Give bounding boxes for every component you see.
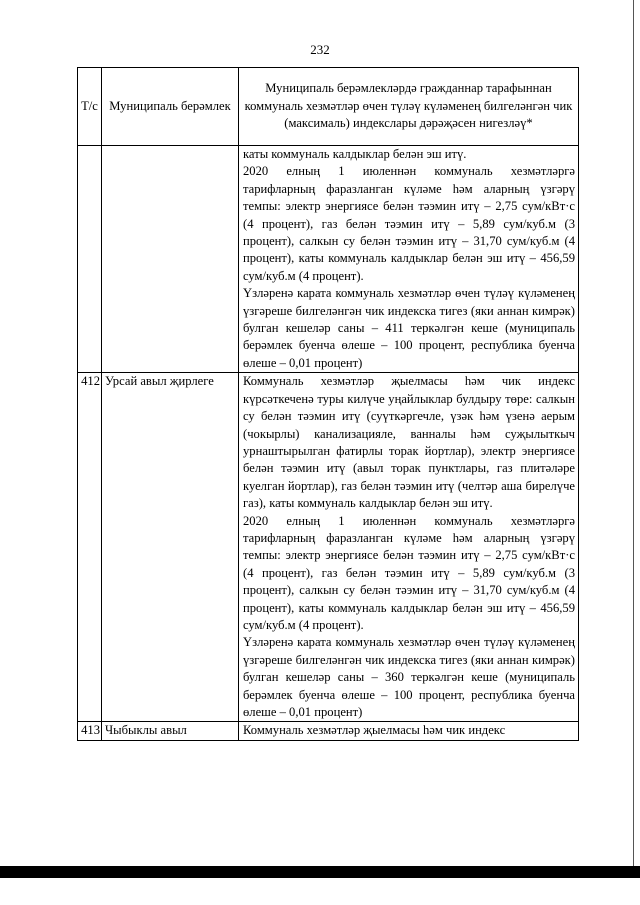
row-description (239, 373, 579, 722)
header-description: Муниципаль берәмлекләрдә гражданнар тарафыннан коммуналь хезмәтләр өчен түләү күләменең билгеләнгән чик (максималь) индекслары дәрәҗәсен нигезләү* (239, 68, 579, 146)
scan-edge-line (633, 0, 634, 866)
header-number: Т/с (78, 68, 102, 146)
scan-bottom-bar (0, 866, 640, 878)
paragraph: 2020 елның 1 июленнән коммуналь хезмәтләргә тарифларның фаразланган күләме һәм аларның үзгәрү темпы: электр энергиясе белән тәэмин итү – 2,75 сум/кВт·с (4 процент), газ белән тәэмин итү – 5,89 сум/куб.м (3 процент), салкын су белән тәэмин итү – 31,70 сум/куб.м (4 процент), каты коммуналь калдыклар белән эш итү – 456,59 сум/куб.м (4 процент). (243, 164, 575, 283)
header-municipality: Муниципаль берәмлек (102, 68, 239, 146)
row-municipality: Чыбыклы авыл (102, 722, 239, 740)
row-number: 413 (78, 722, 102, 740)
row-municipality: Урсай авыл җирлеге (102, 373, 239, 722)
paragraph: Коммуналь хезмәтләр җыелмасы һәм чик индекс күрсәткеченә туры килүче уңайлыклар булдыру төре: салкын су белән тәэмин итү (суүткәргечле, үзәк һәм үзенә аерым (чокырлы) канализацияле, ванналы һәм суҗылыткыч урнаштырылган фатирлы торак йортлар), электр энергиясе белән тәэмин итү (авыл торак пунктлары, газ плитәләре куелган йортлар), газ белән тәэмин итү (челтәр аша бирелүче газ), каты коммуналь калдыклар белән эш итү. (243, 374, 575, 511)
row-description (239, 146, 579, 373)
table-row (78, 722, 579, 740)
table-row (78, 373, 579, 722)
paragraph: 2020 елның 1 июленнән коммуналь хезмәтләргә тарифларның фаразланган күләме һәм аларның үзгәрү темпы: электр энергиясе белән тәэмин итү – 2,75 сум/кВт·с (4 процент), газ белән тәэмин итү – 5,89 сум/куб.м (3 процент), салкын су белән тәэмин итү – 31,70 сум/куб.м (4 процент), каты коммуналь калдыклар белән эш итү – 456,59 сум/куб.м (4 процент). (243, 513, 575, 632)
row-municipality (102, 146, 239, 373)
row-description (239, 722, 579, 740)
row-number: 412 (78, 373, 102, 722)
row-number (78, 146, 102, 373)
paragraph: Үзләренә карата коммуналь хезмәтләр өчен түләү күләменең үзгәреше билгеләнгән чик индекска тигез (яки аннан кимрәк) булган кешеләр саны – 411 теркәлгән кеше (муниципаль берәмлек буенча өлеше – 100 процент, республика буенча өлеше – 0,01 процент) (243, 286, 575, 370)
paragraph: Үзләренә карата коммуналь хезмәтләр өчен түләү күләменең үзгәреше билгеләнгән чик индекска тигез (яки аннан кимрәк) булган кешеләр саны – 360 теркәлгән кеше (муниципаль берәмлек буенча өлеше – 100 процент, республика буенча өлеше – 0,01 процент) (243, 635, 575, 719)
paragraph: каты коммуналь калдыклар белән эш итү. (243, 147, 467, 161)
table-row (78, 146, 579, 373)
paragraph: Коммуналь хезмәтләр җыелмасы һәм чик индекс (243, 723, 506, 738)
page-number: 232 (310, 42, 330, 57)
tariff-table (77, 67, 579, 741)
table-header-row (78, 68, 579, 146)
